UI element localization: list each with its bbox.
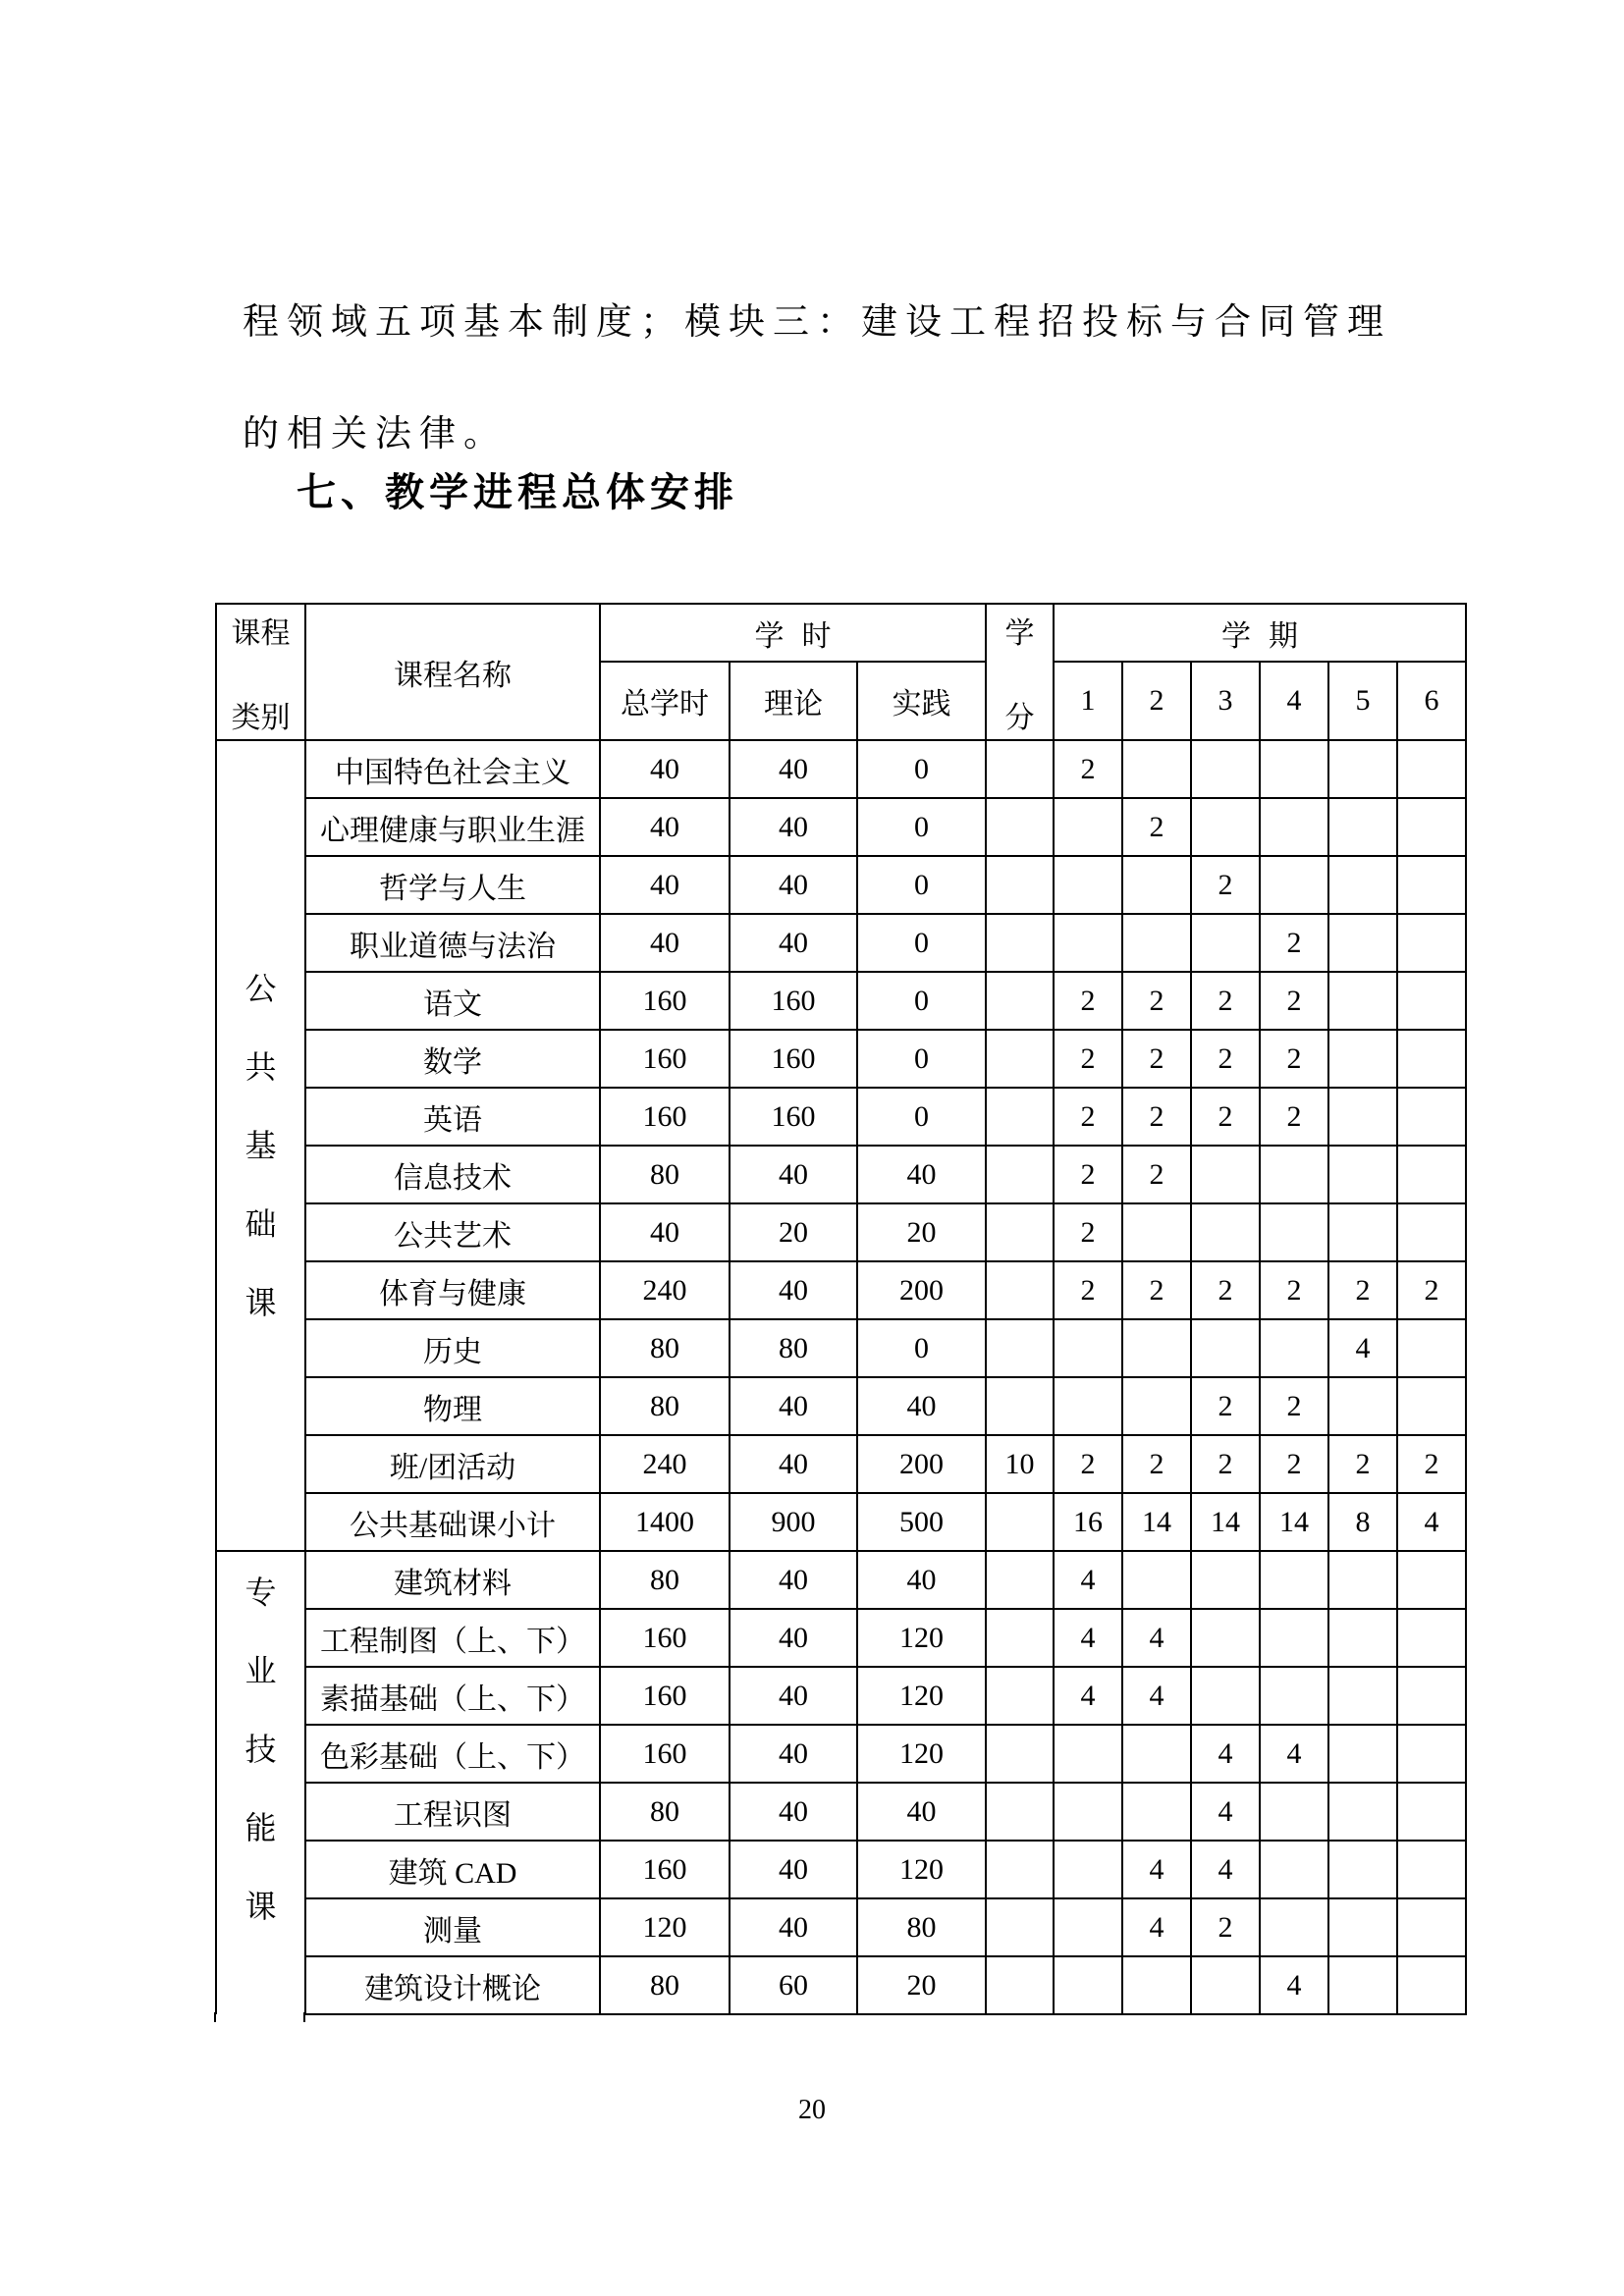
semester-1-cell: 2 (1054, 1146, 1122, 1203)
semester-6-cell (1397, 1956, 1466, 2014)
course-name-cell: 信息技术 (305, 1146, 600, 1203)
total-hours-cell: 160 (600, 972, 730, 1030)
theory-hours-cell: 40 (730, 856, 857, 914)
semester-1-cell (1054, 914, 1122, 972)
total-hours-cell: 160 (600, 1841, 730, 1898)
theory-hours-cell: 160 (730, 972, 857, 1030)
total-hours-cell: 40 (600, 856, 730, 914)
total-hours-cell: 160 (600, 1725, 730, 1783)
table-row (216, 1841, 1466, 1898)
practice-hours-cell: 0 (857, 972, 986, 1030)
course-name-cell: 职业道德与法治 (305, 914, 600, 972)
header-row-groups (216, 604, 1466, 662)
semester-5-cell: 4 (1328, 1319, 1397, 1377)
semester-6-cell (1397, 1609, 1466, 1667)
total-hours-cell: 240 (600, 1261, 730, 1319)
semester-2-cell (1122, 740, 1191, 798)
semester-6-cell (1397, 1088, 1466, 1146)
semester-3-cell (1191, 1551, 1260, 1609)
course-name-cell: 语文 (305, 972, 600, 1030)
table-row (216, 798, 1466, 856)
credit-label: 学 分 (1004, 616, 1035, 734)
table-row (216, 1493, 1466, 1551)
semester-5-cell (1328, 1956, 1397, 2014)
practice-hours-cell: 20 (857, 1956, 986, 2014)
credit-cell (986, 1146, 1054, 1203)
course-name-cell: 数学 (305, 1030, 600, 1088)
table-row (216, 1377, 1466, 1435)
table-row (216, 1551, 1466, 1609)
semester-3-cell (1191, 1146, 1260, 1203)
semester-3-cell (1191, 1667, 1260, 1725)
credit-cell (986, 914, 1054, 972)
header-semester-5: 5 (1328, 662, 1397, 740)
semester-2-cell: 2 (1122, 1088, 1191, 1146)
semester-2-cell (1122, 1377, 1191, 1435)
course-name-cell: 公共基础课小计 (305, 1493, 600, 1551)
semester-3-cell (1191, 914, 1260, 972)
semester-3-cell (1191, 1203, 1260, 1261)
semester-4-cell (1260, 1898, 1328, 1956)
semester-6-cell (1397, 1841, 1466, 1898)
header-semester-4: 4 (1260, 662, 1328, 740)
semester-4-cell (1260, 1551, 1328, 1609)
theory-hours-cell: 40 (730, 1667, 857, 1725)
theory-hours-cell: 40 (730, 798, 857, 856)
course-name-cell: 英语 (305, 1088, 600, 1146)
credit-cell (986, 1841, 1054, 1898)
header-total-hours: 总学时 (600, 662, 730, 740)
table-row (216, 1261, 1466, 1319)
theory-hours-cell: 40 (730, 1435, 857, 1493)
theory-hours-cell: 40 (730, 1841, 857, 1898)
course-name-cell: 工程识图 (305, 1783, 600, 1841)
semester-3-cell (1191, 1319, 1260, 1377)
course-category-label: 课程 类别 (231, 616, 291, 734)
semester-3-cell: 2 (1191, 1261, 1260, 1319)
course-name-cell: 素描基础（上、下） (305, 1667, 600, 1725)
total-hours-cell: 120 (600, 1898, 730, 1956)
semester-6-cell (1397, 1783, 1466, 1841)
semester-2-cell (1122, 1725, 1191, 1783)
theory-hours-cell: 40 (730, 1377, 857, 1435)
category-cell (216, 740, 305, 1551)
semester-2-cell (1122, 1203, 1191, 1261)
semester-3-cell: 2 (1191, 1030, 1260, 1088)
semester-3-cell: 4 (1191, 1841, 1260, 1898)
semester-6-cell (1397, 1377, 1466, 1435)
practice-hours-cell: 0 (857, 1030, 986, 1088)
course-name-cell: 建筑 CAD (305, 1841, 600, 1898)
course-name-cell: 中国特色社会主义 (305, 740, 600, 798)
category-column-cutoff-line-left (214, 2012, 216, 2022)
header-hours-group: 学时 (600, 604, 986, 662)
semester-1-cell (1054, 1783, 1122, 1841)
category-label: 专 业 技 能 课 (244, 1574, 277, 1924)
semester-3-cell (1191, 740, 1260, 798)
theory-hours-cell: 40 (730, 1898, 857, 1956)
credit-cell (986, 1667, 1054, 1725)
semester-6-cell (1397, 914, 1466, 972)
course-name-cell: 色彩基础（上、下） (305, 1725, 600, 1783)
semester-3-cell (1191, 1956, 1260, 2014)
credit-cell (986, 1088, 1054, 1146)
credit-cell (986, 972, 1054, 1030)
theory-hours-cell: 900 (730, 1493, 857, 1551)
theory-hours-cell: 40 (730, 1609, 857, 1667)
semester-1-cell (1054, 1725, 1122, 1783)
table-row (216, 1088, 1466, 1146)
paragraph-line: 程领域五项基本制度；模块三：建设工程招投标与合同管理 (243, 302, 1391, 343)
total-hours-cell: 80 (600, 1319, 730, 1377)
table-row (216, 1319, 1466, 1377)
course-name-cell: 建筑材料 (305, 1551, 600, 1609)
semester-6-cell (1397, 740, 1466, 798)
semester-6-cell (1397, 798, 1466, 856)
practice-hours-cell: 0 (857, 1319, 986, 1377)
course-name-cell: 工程制图（上、下） (305, 1609, 600, 1667)
semester-4-cell: 14 (1260, 1493, 1328, 1551)
semester-2-cell: 2 (1122, 798, 1191, 856)
theory-hours-cell: 40 (730, 1261, 857, 1319)
practice-hours-cell: 120 (857, 1725, 986, 1783)
total-hours-cell: 40 (600, 1203, 730, 1261)
semester-1-cell: 4 (1054, 1609, 1122, 1667)
header-course-category (216, 604, 305, 740)
total-hours-cell: 40 (600, 914, 730, 972)
semester-4-cell: 2 (1260, 914, 1328, 972)
semester-6-cell (1397, 1203, 1466, 1261)
semester-3-cell: 4 (1191, 1783, 1260, 1841)
practice-hours-cell: 80 (857, 1898, 986, 1956)
header-semester-6: 6 (1397, 662, 1466, 740)
semester-2-cell (1122, 1956, 1191, 2014)
practice-hours-cell: 200 (857, 1261, 986, 1319)
semester-1-cell: 2 (1054, 1030, 1122, 1088)
credit-cell: 10 (986, 1435, 1054, 1493)
paragraph-line: 的相关法律。 (243, 414, 508, 454)
table-body (216, 740, 1466, 2014)
total-hours-cell: 1400 (600, 1493, 730, 1551)
table-row (216, 856, 1466, 914)
semester-5-cell (1328, 1898, 1397, 1956)
theory-hours-cell: 40 (730, 1783, 857, 1841)
credit-cell (986, 1725, 1054, 1783)
semester-2-cell (1122, 1319, 1191, 1377)
table-header (216, 604, 1466, 740)
semester-1-cell (1054, 856, 1122, 914)
course-name-cell: 班/团活动 (305, 1435, 600, 1493)
theory-hours-cell: 160 (730, 1030, 857, 1088)
semester-4-cell (1260, 740, 1328, 798)
semester-5-cell (1328, 972, 1397, 1030)
table-row (216, 1667, 1466, 1725)
semester-4-cell: 2 (1260, 1377, 1328, 1435)
table-row (216, 1030, 1466, 1088)
practice-hours-cell: 40 (857, 1146, 986, 1203)
course-name-cell: 物理 (305, 1377, 600, 1435)
semester-2-cell: 2 (1122, 1435, 1191, 1493)
section-heading: 七、教学进程总体安排 (297, 471, 738, 514)
semester-6-cell: 2 (1397, 1261, 1466, 1319)
semester-2-cell: 2 (1122, 1261, 1191, 1319)
semester-4-cell (1260, 1783, 1328, 1841)
practice-hours-cell: 0 (857, 740, 986, 798)
semester-5-cell (1328, 1667, 1397, 1725)
table-row (216, 1609, 1466, 1667)
curriculum-table (215, 603, 1467, 2015)
semester-3-cell: 2 (1191, 972, 1260, 1030)
semester-1-cell (1054, 798, 1122, 856)
credit-cell (986, 1319, 1054, 1377)
credit-cell (986, 1030, 1054, 1088)
practice-hours-cell: 0 (857, 1088, 986, 1146)
semester-2-cell: 2 (1122, 1146, 1191, 1203)
practice-hours-cell: 500 (857, 1493, 986, 1551)
table-row (216, 1146, 1466, 1203)
semester-1-cell: 16 (1054, 1493, 1122, 1551)
total-hours-cell: 240 (600, 1435, 730, 1493)
semester-5-cell (1328, 1725, 1397, 1783)
semester-6-cell (1397, 972, 1466, 1030)
semester-5-cell: 2 (1328, 1261, 1397, 1319)
table-row (216, 1435, 1466, 1493)
practice-hours-cell: 20 (857, 1203, 986, 1261)
theory-hours-cell: 20 (730, 1203, 857, 1261)
semester-1-cell: 2 (1054, 1203, 1122, 1261)
credit-cell (986, 856, 1054, 914)
semester-3-cell: 2 (1191, 1435, 1260, 1493)
theory-hours-cell: 80 (730, 1319, 857, 1377)
semester-4-cell (1260, 1146, 1328, 1203)
credit-cell (986, 740, 1054, 798)
total-hours-cell: 40 (600, 798, 730, 856)
total-hours-cell: 160 (600, 1667, 730, 1725)
semester-5-cell (1328, 798, 1397, 856)
credit-cell (986, 1551, 1054, 1609)
semester-3-cell: 2 (1191, 1088, 1260, 1146)
course-name-cell: 体育与健康 (305, 1261, 600, 1319)
semester-2-cell: 14 (1122, 1493, 1191, 1551)
theory-hours-cell: 40 (730, 1551, 857, 1609)
table-row (216, 914, 1466, 972)
semester-5-cell: 2 (1328, 1435, 1397, 1493)
semester-2-cell: 2 (1122, 1030, 1191, 1088)
semester-4-cell (1260, 1319, 1328, 1377)
header-credit (986, 604, 1054, 740)
semester-3-cell: 2 (1191, 1898, 1260, 1956)
theory-hours-cell: 60 (730, 1956, 857, 2014)
header-semester-2: 2 (1122, 662, 1191, 740)
semester-1-cell: 2 (1054, 1435, 1122, 1493)
semester-2-cell: 4 (1122, 1898, 1191, 1956)
semester-1-cell: 4 (1054, 1551, 1122, 1609)
semester-1-cell (1054, 1377, 1122, 1435)
table-row (216, 1956, 1466, 2014)
semester-3-cell (1191, 798, 1260, 856)
course-name-cell: 心理健康与职业生涯 (305, 798, 600, 856)
total-hours-cell: 80 (600, 1377, 730, 1435)
semester-2-cell: 4 (1122, 1667, 1191, 1725)
body-paragraph (243, 267, 1450, 491)
practice-hours-cell: 40 (857, 1377, 986, 1435)
total-hours-cell: 160 (600, 1088, 730, 1146)
page-number: 20 (798, 2095, 826, 2125)
total-hours-cell: 80 (600, 1956, 730, 2014)
practice-hours-cell: 120 (857, 1609, 986, 1667)
header-semester-group: 学期 (1054, 604, 1466, 662)
practice-hours-cell: 40 (857, 1783, 986, 1841)
semester-4-cell (1260, 1841, 1328, 1898)
semester-1-cell: 2 (1054, 1088, 1122, 1146)
semester-5-cell (1328, 1088, 1397, 1146)
semester-3-cell: 2 (1191, 1377, 1260, 1435)
credit-cell (986, 1203, 1054, 1261)
semester-5-cell (1328, 856, 1397, 914)
course-name-cell: 测量 (305, 1898, 600, 1956)
semester-4-cell (1260, 798, 1328, 856)
theory-hours-cell: 40 (730, 740, 857, 798)
semester-4-cell: 2 (1260, 1435, 1328, 1493)
semester-2-cell (1122, 1551, 1191, 1609)
semester-6-cell (1397, 1319, 1466, 1377)
semester-6-cell (1397, 1146, 1466, 1203)
credit-cell (986, 1956, 1054, 2014)
table-row (216, 1783, 1466, 1841)
semester-2-cell: 2 (1122, 972, 1191, 1030)
semester-5-cell (1328, 1030, 1397, 1088)
semester-6-cell: 2 (1397, 1435, 1466, 1493)
category-label: 公 共 基 础 课 (244, 971, 277, 1320)
category-column-cutoff-line-right (303, 2012, 305, 2022)
table-row (216, 1203, 1466, 1261)
header-course-name: 课程名称 (305, 604, 600, 740)
practice-hours-cell: 0 (857, 914, 986, 972)
header-semester-3: 3 (1191, 662, 1260, 740)
semester-2-cell (1122, 914, 1191, 972)
semester-4-cell (1260, 856, 1328, 914)
credit-cell (986, 1493, 1054, 1551)
semester-1-cell (1054, 1898, 1122, 1956)
semester-1-cell: 2 (1054, 740, 1122, 798)
total-hours-cell: 80 (600, 1146, 730, 1203)
semester-4-cell: 4 (1260, 1725, 1328, 1783)
course-name-cell: 哲学与人生 (305, 856, 600, 914)
total-hours-cell: 80 (600, 1783, 730, 1841)
semester-4-cell: 2 (1260, 1088, 1328, 1146)
total-hours-cell: 160 (600, 1030, 730, 1088)
semester-4-cell (1260, 1609, 1328, 1667)
total-hours-cell: 80 (600, 1551, 730, 1609)
semester-6-cell: 4 (1397, 1493, 1466, 1551)
semester-5-cell (1328, 1783, 1397, 1841)
semester-1-cell (1054, 1956, 1122, 2014)
semester-2-cell (1122, 1783, 1191, 1841)
credit-cell (986, 798, 1054, 856)
semester-3-cell: 4 (1191, 1725, 1260, 1783)
practice-hours-cell: 200 (857, 1435, 986, 1493)
semester-6-cell (1397, 1898, 1466, 1956)
practice-hours-cell: 40 (857, 1551, 986, 1609)
semester-5-cell (1328, 1203, 1397, 1261)
semester-2-cell: 4 (1122, 1841, 1191, 1898)
theory-hours-cell: 160 (730, 1088, 857, 1146)
table-row (216, 740, 1466, 798)
credit-cell (986, 1377, 1054, 1435)
theory-hours-cell: 40 (730, 1146, 857, 1203)
practice-hours-cell: 120 (857, 1841, 986, 1898)
total-hours-cell: 160 (600, 1609, 730, 1667)
semester-6-cell (1397, 1551, 1466, 1609)
course-name-cell: 建筑设计概论 (305, 1956, 600, 2014)
header-semester-1: 1 (1054, 662, 1122, 740)
semester-6-cell (1397, 1725, 1466, 1783)
semester-1-cell: 4 (1054, 1667, 1122, 1725)
semester-1-cell: 2 (1054, 972, 1122, 1030)
semester-4-cell (1260, 1667, 1328, 1725)
semester-1-cell (1054, 1319, 1122, 1377)
header-practice: 实践 (857, 662, 986, 740)
semester-4-cell: 2 (1260, 1261, 1328, 1319)
practice-hours-cell: 120 (857, 1667, 986, 1725)
semester-6-cell (1397, 856, 1466, 914)
semester-4-cell: 4 (1260, 1956, 1328, 2014)
total-hours-cell: 40 (600, 740, 730, 798)
semester-4-cell: 2 (1260, 972, 1328, 1030)
semester-1-cell (1054, 1841, 1122, 1898)
semester-5-cell (1328, 1377, 1397, 1435)
credit-cell (986, 1261, 1054, 1319)
table-row (216, 972, 1466, 1030)
semester-5-cell (1328, 1609, 1397, 1667)
practice-hours-cell: 0 (857, 798, 986, 856)
course-name-cell: 历史 (305, 1319, 600, 1377)
header-theory: 理论 (730, 662, 857, 740)
semester-5-cell (1328, 914, 1397, 972)
semester-6-cell (1397, 1030, 1466, 1088)
semester-6-cell (1397, 1667, 1466, 1725)
credit-cell (986, 1783, 1054, 1841)
theory-hours-cell: 40 (730, 1725, 857, 1783)
semester-4-cell: 2 (1260, 1030, 1328, 1088)
semester-4-cell (1260, 1203, 1328, 1261)
semester-1-cell: 2 (1054, 1261, 1122, 1319)
semester-5-cell (1328, 1841, 1397, 1898)
semester-2-cell (1122, 856, 1191, 914)
semester-5-cell (1328, 1146, 1397, 1203)
semester-3-cell (1191, 1609, 1260, 1667)
course-name-cell: 公共艺术 (305, 1203, 600, 1261)
credit-cell (986, 1609, 1054, 1667)
credit-cell (986, 1898, 1054, 1956)
semester-3-cell: 14 (1191, 1493, 1260, 1551)
semester-2-cell: 4 (1122, 1609, 1191, 1667)
semester-3-cell: 2 (1191, 856, 1260, 914)
semester-5-cell (1328, 1551, 1397, 1609)
theory-hours-cell: 40 (730, 914, 857, 972)
semester-5-cell: 8 (1328, 1493, 1397, 1551)
table-row (216, 1725, 1466, 1783)
semester-5-cell (1328, 740, 1397, 798)
table-row (216, 1898, 1466, 1956)
practice-hours-cell: 0 (857, 856, 986, 914)
category-cell (216, 1551, 305, 2014)
